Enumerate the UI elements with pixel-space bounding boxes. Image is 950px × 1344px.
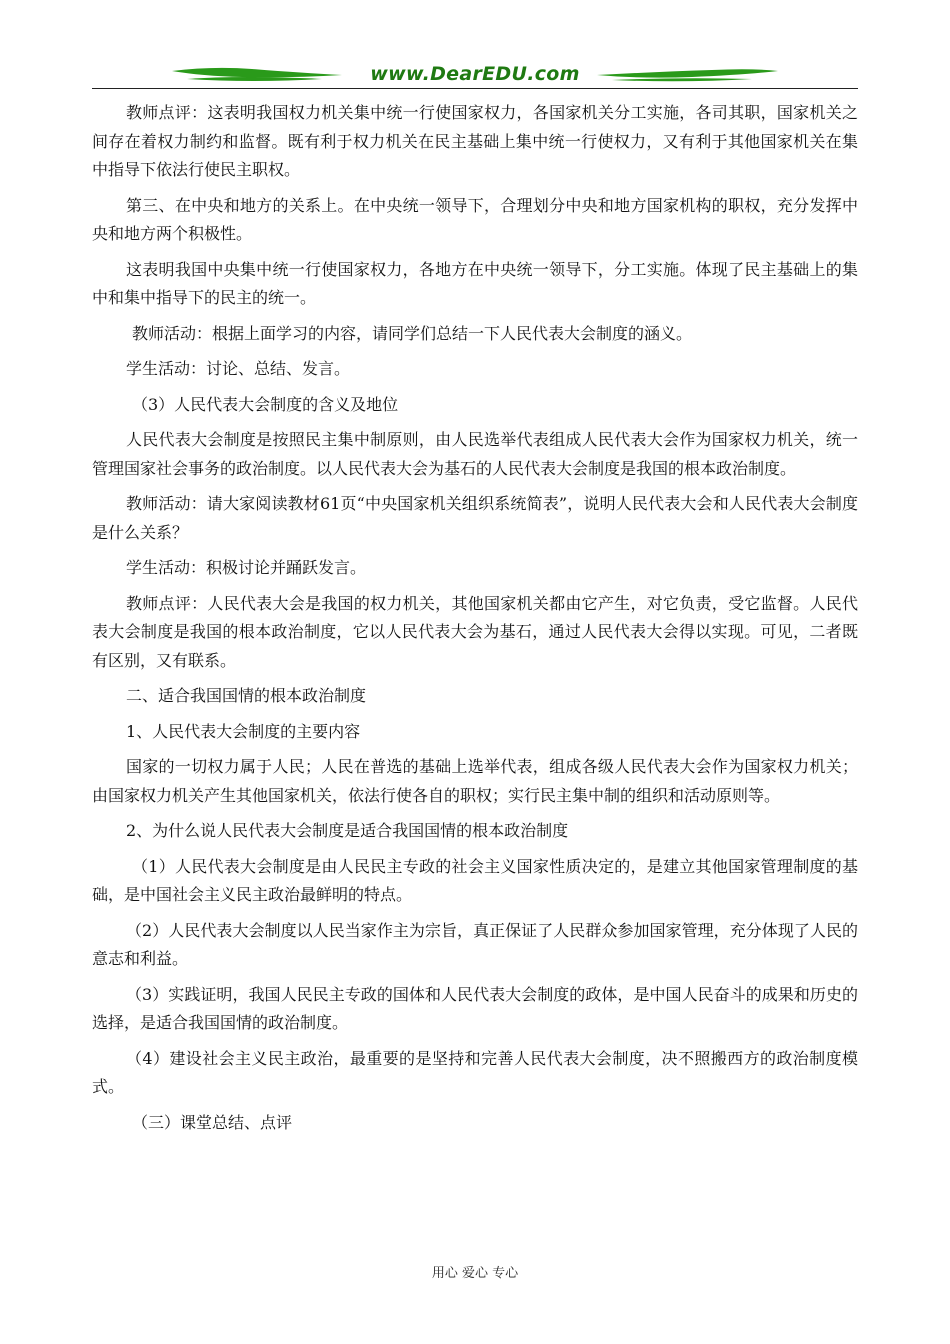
paragraph: 教师点评：人民代表大会是我国的权力机关，其他国家机关都由它产生，对它负责，受它监督。人民代表大会制度是我国的根本政治制度，它以人民代表大会为基石，通过人民代表大会得以实现。可见，二者既有区别，又有联系。 xyxy=(92,593,858,670)
paragraph: 教师活动：请大家阅读教材61页“中央国家机关组织系统简表”，说明人民代表大会和人民代表大会制度是什么关系？ xyxy=(92,494,858,542)
paragraph: 这表明我国中央集中统一行使国家权力，各地方在中央统一领导下，分工实施。体现了民主基础上的集中和集中指导下的民主的统一。 xyxy=(92,259,858,307)
page-header xyxy=(92,62,858,90)
paragraph: （1）人民代表大会制度是由人民民主专政的社会主义国家性质决定的，是建立其他国家管理制度的基础，是中国社会主义民主政治最鲜明的特点。 xyxy=(92,856,858,904)
site-url: www.DearEDU.com xyxy=(370,63,580,85)
document-body xyxy=(92,99,858,1144)
paragraph: （3）实践证明，我国人民民主专政的国体和人民代表大会制度的政体，是中国人民奋斗的成果和历史的选择，是适合我国国情的政治制度。 xyxy=(92,984,858,1032)
section-heading: （3）人民代表大会制度的含义及地位 xyxy=(132,394,399,414)
paragraph: （2）人民代表大会制度以人民当家作主为宗旨，真正保证了人民群众参加国家管理，充分体现了人民的意志和利益。 xyxy=(92,920,858,968)
paragraph: （4）建设社会主义民主政治，最重要的是坚持和完善人民代表大会制度，决不照搬西方的政治制度模式。 xyxy=(92,1048,858,1096)
page-footer: 用心 爱心 专心 xyxy=(431,1266,519,1281)
section-heading: 2、为什么说人民代表大会制度是适合我国国情的根本政治制度 xyxy=(126,821,569,840)
section-heading: 1、人民代表大会制度的主要内容 xyxy=(126,721,361,741)
paragraph: 教师点评：这表明我国权力机关集中统一行使国家权力，各国家机关分工实施，各司其职，国家机关之间存在着权力制约和监督。既有利于权力机关在民主基础上集中统一行使权力，又有利于其他国家机关在集中指导下依法行使民主职权。 xyxy=(92,103,858,179)
paragraph: 教师活动：根据上面学习的内容，请同学们总结一下人民代表大会制度的涵义。 xyxy=(132,323,693,343)
paragraph: 学生活动：讨论、总结、发言。 xyxy=(126,359,351,378)
paragraph: 人民代表大会制度是按照民主集中制原则，由人民选举代表组成人民代表大会作为国家权力机关，统一管理国家社会事务的政治制度。以人民代表大会为基石的人民代表大会制度是我国的根本政治制度。 xyxy=(92,430,858,478)
section-heading: （三）课堂总结、点评 xyxy=(132,1112,293,1132)
header-divider xyxy=(92,88,858,89)
paragraph: 第三、在中央和地方的关系上。在中央统一领导下，合理划分中央和地方国家机构的职权，充分发挥中央和地方两个积极性。 xyxy=(92,195,858,243)
paragraph: 国家的一切权力属于人民；人民在普选的基础上选举代表，组成各级人民代表大会作为国家权力机关；由国家权力机关产生其他国家机关，依法行使各自的职权；实行民主集中制的组织和活动原则等。 xyxy=(92,757,858,805)
section-heading: 二、适合我国国情的根本政治制度 xyxy=(126,686,367,705)
paragraph: 学生活动：积极讨论并踊跃发言。 xyxy=(126,558,367,577)
